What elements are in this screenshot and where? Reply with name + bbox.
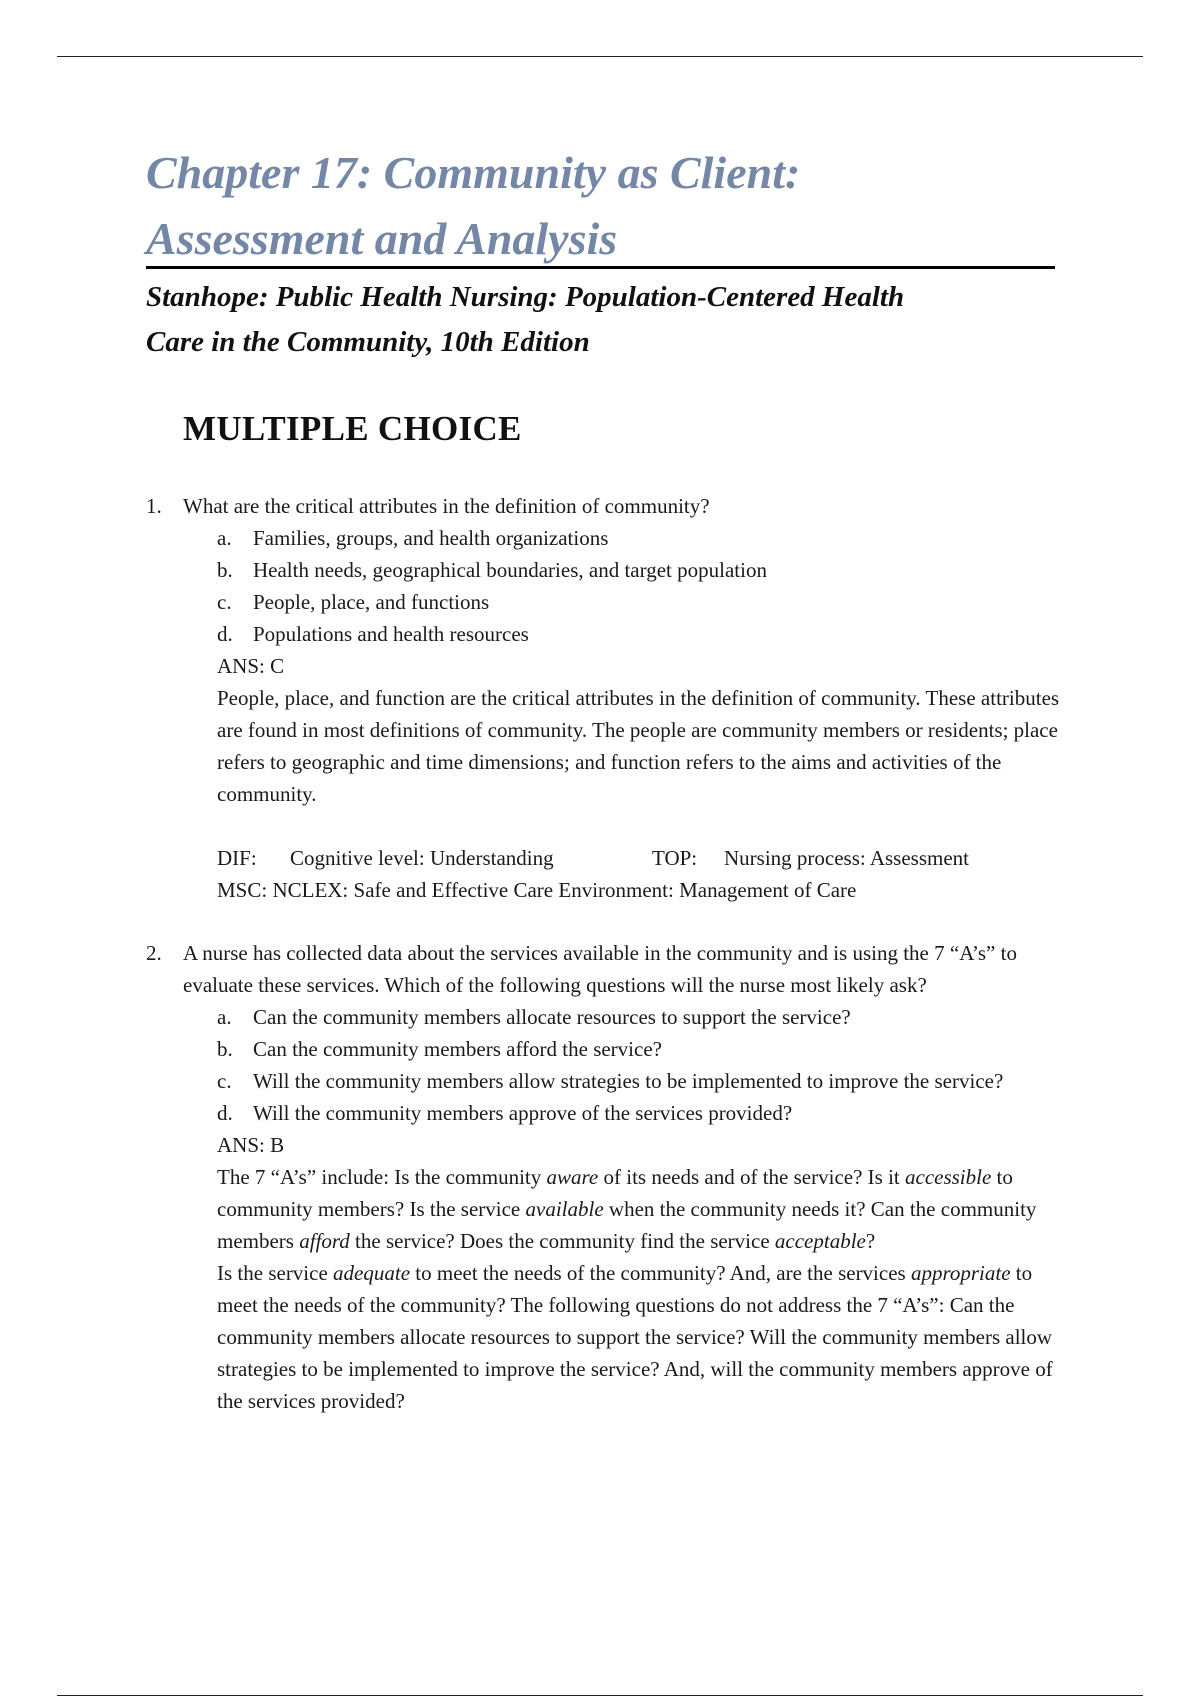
book-title — [146, 275, 1046, 365]
option-letter: c. — [217, 590, 232, 614]
question-1 — [146, 490, 1066, 906]
option-letter: c. — [217, 1069, 232, 1093]
bottom-rule — [57, 1695, 1143, 1696]
option-text: People, place, and functions — [253, 590, 490, 614]
top-label: TOP: — [652, 846, 698, 870]
answer-key: ANS: C — [217, 654, 285, 678]
chapter-title-line2: Assessment and Analysis — [146, 213, 618, 264]
section-heading: MULTIPLE CHOICE — [183, 409, 522, 448]
rationale-text: of its needs and of the service? Is it — [598, 1165, 905, 1189]
question-2 — [146, 937, 1066, 1417]
chapter-title — [146, 140, 1066, 272]
option-text: Will the community members approve of the services provided? — [253, 1101, 793, 1125]
rationale-emphasis-afford: afford — [299, 1229, 350, 1253]
option-a — [217, 1001, 1066, 1033]
question-stem: A nurse has collected data about the services available in the community and is using the 7 “A’s” to evaluate these services. Which of the following questions will the nurse most likely ask? — [183, 941, 1017, 997]
question-body — [146, 522, 1066, 906]
answer-rationale-part1 — [217, 1161, 1066, 1257]
option-letter: b. — [217, 558, 233, 582]
question-body — [146, 1001, 1066, 1417]
msc-line: MSC: NCLEX: Safe and Effective Care Environment: Management of Care — [217, 878, 857, 902]
question-stem: What are the critical attributes in the definition of community? — [183, 494, 710, 518]
rationale-text: the service? Does the community find the service — [349, 1229, 775, 1253]
rationale-emphasis-appropriate: appropriate — [910, 1261, 1011, 1285]
dif-value: Cognitive level: Understanding — [290, 846, 554, 870]
rationale-emphasis-acceptable: acceptable — [774, 1229, 866, 1253]
option-letter: d. — [217, 1101, 233, 1125]
answer-rationale-part2 — [217, 1257, 1066, 1417]
difficulty-topic-row — [217, 842, 1066, 874]
option-b — [217, 554, 1066, 586]
question-stem-row — [146, 937, 1066, 1001]
rationale-text: Is the service — [217, 1261, 334, 1285]
option-d — [217, 618, 1066, 650]
option-text: Will the community members allow strategies to be implemented to improve the service? — [253, 1069, 1004, 1093]
rationale-text: The 7 “A’s” include: Is the community — [217, 1165, 547, 1189]
top-value: Nursing process: Assessment — [724, 846, 969, 870]
book-title-line1: Stanhope: Public Health Nursing: Population-Centered Health — [146, 281, 905, 313]
option-letter: d. — [217, 622, 233, 646]
option-text: Can the community members afford the service? — [253, 1037, 662, 1061]
rationale-text: ? — [865, 1229, 876, 1253]
rationale-text: to meet the needs of the community? The following questions do not address the 7 “A’s”: Can the community members allocate resources to support the service? Will the community members allow strategies to be implemented to improve the service? And, will the community members approve of the services provided? — [217, 1261, 1053, 1413]
option-b — [217, 1033, 1066, 1065]
option-text: Populations and health resources — [253, 622, 529, 646]
title-underline — [146, 266, 1055, 269]
rationale-emphasis-available: available — [525, 1197, 604, 1221]
option-d — [217, 1097, 1066, 1129]
rationale-emphasis-aware: aware — [546, 1165, 599, 1189]
option-c — [217, 586, 1066, 618]
option-letter: a. — [217, 526, 232, 550]
option-a — [217, 522, 1066, 554]
answer-key: ANS: B — [217, 1133, 285, 1157]
book-title-line2: Care in the Community, 10th Edition — [146, 326, 590, 358]
dif-label: DIF: — [217, 846, 257, 870]
top-rule — [57, 56, 1143, 57]
option-c — [217, 1065, 1066, 1097]
option-text: Can the community members allocate resources to support the service? — [253, 1005, 851, 1029]
rationale-emphasis-adequate: adequate — [333, 1261, 411, 1285]
option-text: Families, groups, and health organizations — [253, 526, 609, 550]
rationale-text: when the community needs it? Can the community members — [217, 1197, 1037, 1253]
question-number: 2. — [146, 941, 162, 965]
option-letter: a. — [217, 1005, 232, 1029]
spacer — [217, 810, 1066, 842]
answer-rationale: People, place, and function are the critical attributes in the definition of community. These attributes are found in most definitions of community. The people are community members or residents; place refers to geographic and time dimensions; and function refers to the aims and activities of the community. — [217, 686, 1060, 806]
option-text: Health needs, geographical boundaries, and target population — [253, 558, 767, 582]
rationale-text: to meet the needs of the community? And, are the services — [410, 1261, 911, 1285]
rationale-emphasis-accessible: accessible — [905, 1165, 992, 1189]
chapter-title-line1: Chapter 17: Community as Client: — [146, 147, 801, 198]
question-stem-row — [146, 490, 1066, 522]
rationale-text: to community members? Is the service — [217, 1165, 1013, 1221]
question-number: 1. — [146, 494, 162, 518]
option-letter: b. — [217, 1037, 233, 1061]
